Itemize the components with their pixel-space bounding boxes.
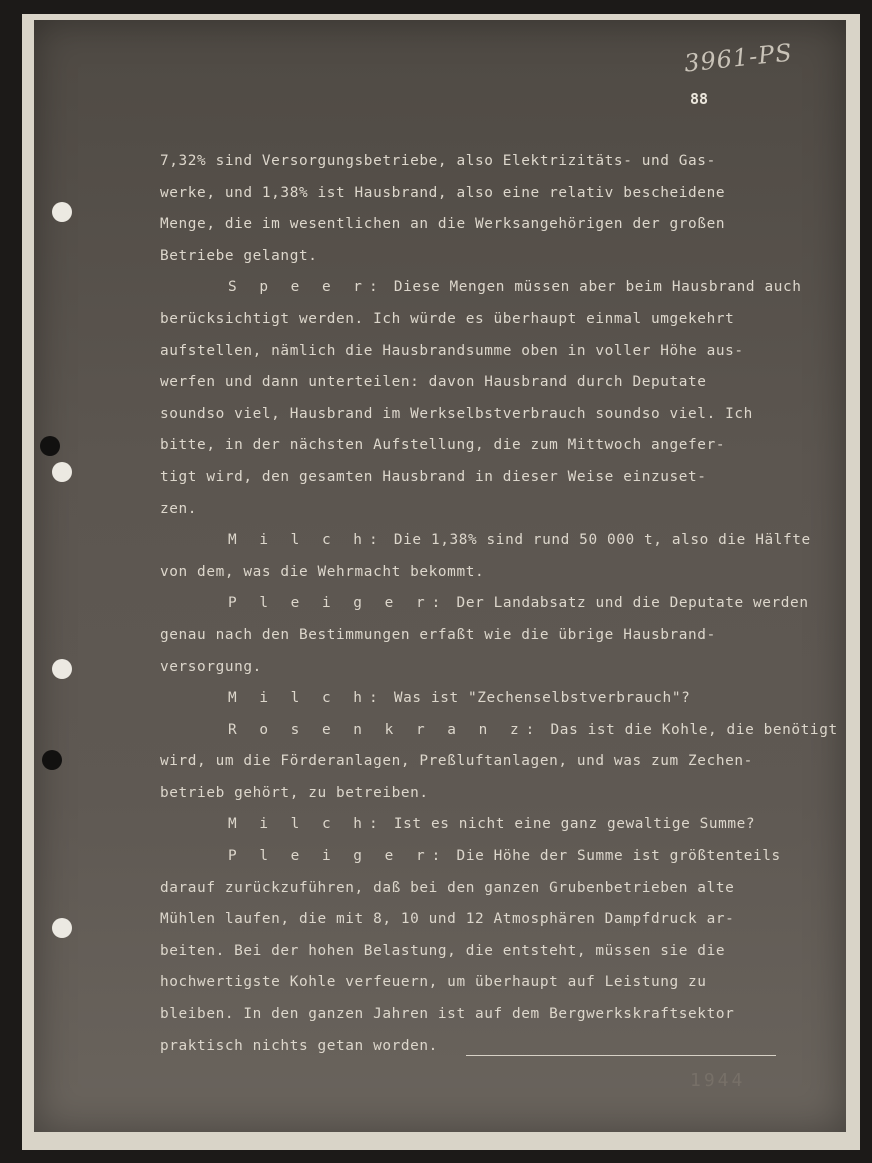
speaker-name: M i l c h: (228, 690, 385, 707)
text-line: M i l c h: Was ist "Zechenselbstverbrauch"? (228, 690, 691, 707)
handwritten-annotation: 3961-PS (682, 38, 794, 78)
text-line: 7,32% sind Versorgungsbetriebe, also Elektrizitäts- und Gas- (160, 153, 716, 169)
text-line: betrieb gehört, zu betreiben. (160, 784, 429, 801)
text-line: praktisch nichts getan worden. (160, 1037, 438, 1054)
text-line: S p e e r: Diese Mengen müssen aber beim Hausbrand auch (228, 279, 802, 296)
text-line: bleiben. In den ganzen Jahren ist auf dem Bergwerkskraftsektor (160, 1006, 735, 1023)
transcript-body (160, 146, 838, 1062)
speaker-name: S p e e r: (228, 279, 385, 296)
text-line: werke, und 1,38% ist Hausbrand, also eine relativ bescheidene (160, 184, 726, 201)
text-line: Menge, die im wesentlichen an die Werksangehörigen der großen (160, 216, 726, 233)
speaker-name: P l e i g e r: (228, 595, 448, 612)
text-line: versorgung. (160, 658, 262, 675)
archive-stamp: 1944 (690, 1070, 746, 1091)
text-line: Mühlen laufen, die mit 8, 10 und 12 Atmosphären Dampfdruck ar- (160, 911, 735, 928)
text-line: beiten. Bei der hohen Belastung, die entsteht, müssen sie die (160, 942, 726, 959)
text-line: P l e i g e r: Die Höhe der Summe ist größtenteils (228, 848, 781, 865)
speaker-name: M i l c h: (228, 532, 385, 549)
speaker-name: R o s e n k r a n z: (228, 721, 542, 738)
text-line: R o s e n k r a n z: Das ist die Kohle, die benötigt (228, 721, 838, 738)
text-line: M i l c h: Ist es nicht eine ganz gewaltige Summe? (228, 816, 756, 833)
punch-hole (42, 750, 62, 770)
text-line: genau nach den Bestimmungen erfaßt wie die übrige Hausbrand- (160, 626, 716, 643)
speaker-name: M i l c h: (228, 816, 385, 833)
punch-hole (40, 436, 60, 456)
text-line: von dem, was die Wehrmacht bekommt. (160, 563, 485, 580)
text-line: wird, um die Förderanlagen, Preßluftanlagen, und was zum Zechen- (160, 753, 753, 770)
page-number: 88 (690, 90, 709, 108)
punch-hole (52, 659, 72, 679)
text-line: soundso viel, Hausbrand im Werkselbstverbrauch soundso viel. Ich (160, 405, 753, 422)
text-line: aufstellen, nämlich die Hausbrandsumme oben in voller Höhe aus- (160, 342, 744, 359)
text-line: M i l c h: Die 1,38% sind rund 50 000 t, also die Hälfte (228, 532, 811, 549)
text-line: berücksichtigt werden. Ich würde es überhaupt einmal umgekehrt (160, 310, 735, 327)
text-line: zen. (160, 500, 198, 517)
text-line: Betriebe gelangt. (160, 247, 318, 264)
text-line: werfen und dann unterteilen: davon Hausbrand durch Deputate (160, 374, 707, 391)
text-line: P l e i g e r: Der Landabsatz und die Deputate werden (228, 595, 809, 612)
punch-hole (52, 462, 72, 482)
text-line: hochwertigste Kohle verfeuern, um überhaupt auf Leistung zu (160, 974, 707, 991)
punch-hole (52, 202, 72, 222)
closing-rule (466, 1055, 776, 1056)
text-line: darauf zurückzuführen, daß bei den ganzen Grubenbetrieben alte (160, 879, 735, 896)
text-line: tigt wird, den gesamten Hausbrand in dieser Weise einzuset- (160, 468, 707, 485)
punch-hole (52, 918, 72, 938)
speaker-name: P l e i g e r: (228, 848, 448, 865)
text-line: bitte, in der nächsten Aufstellung, die zum Mittwoch angefer- (160, 437, 726, 454)
